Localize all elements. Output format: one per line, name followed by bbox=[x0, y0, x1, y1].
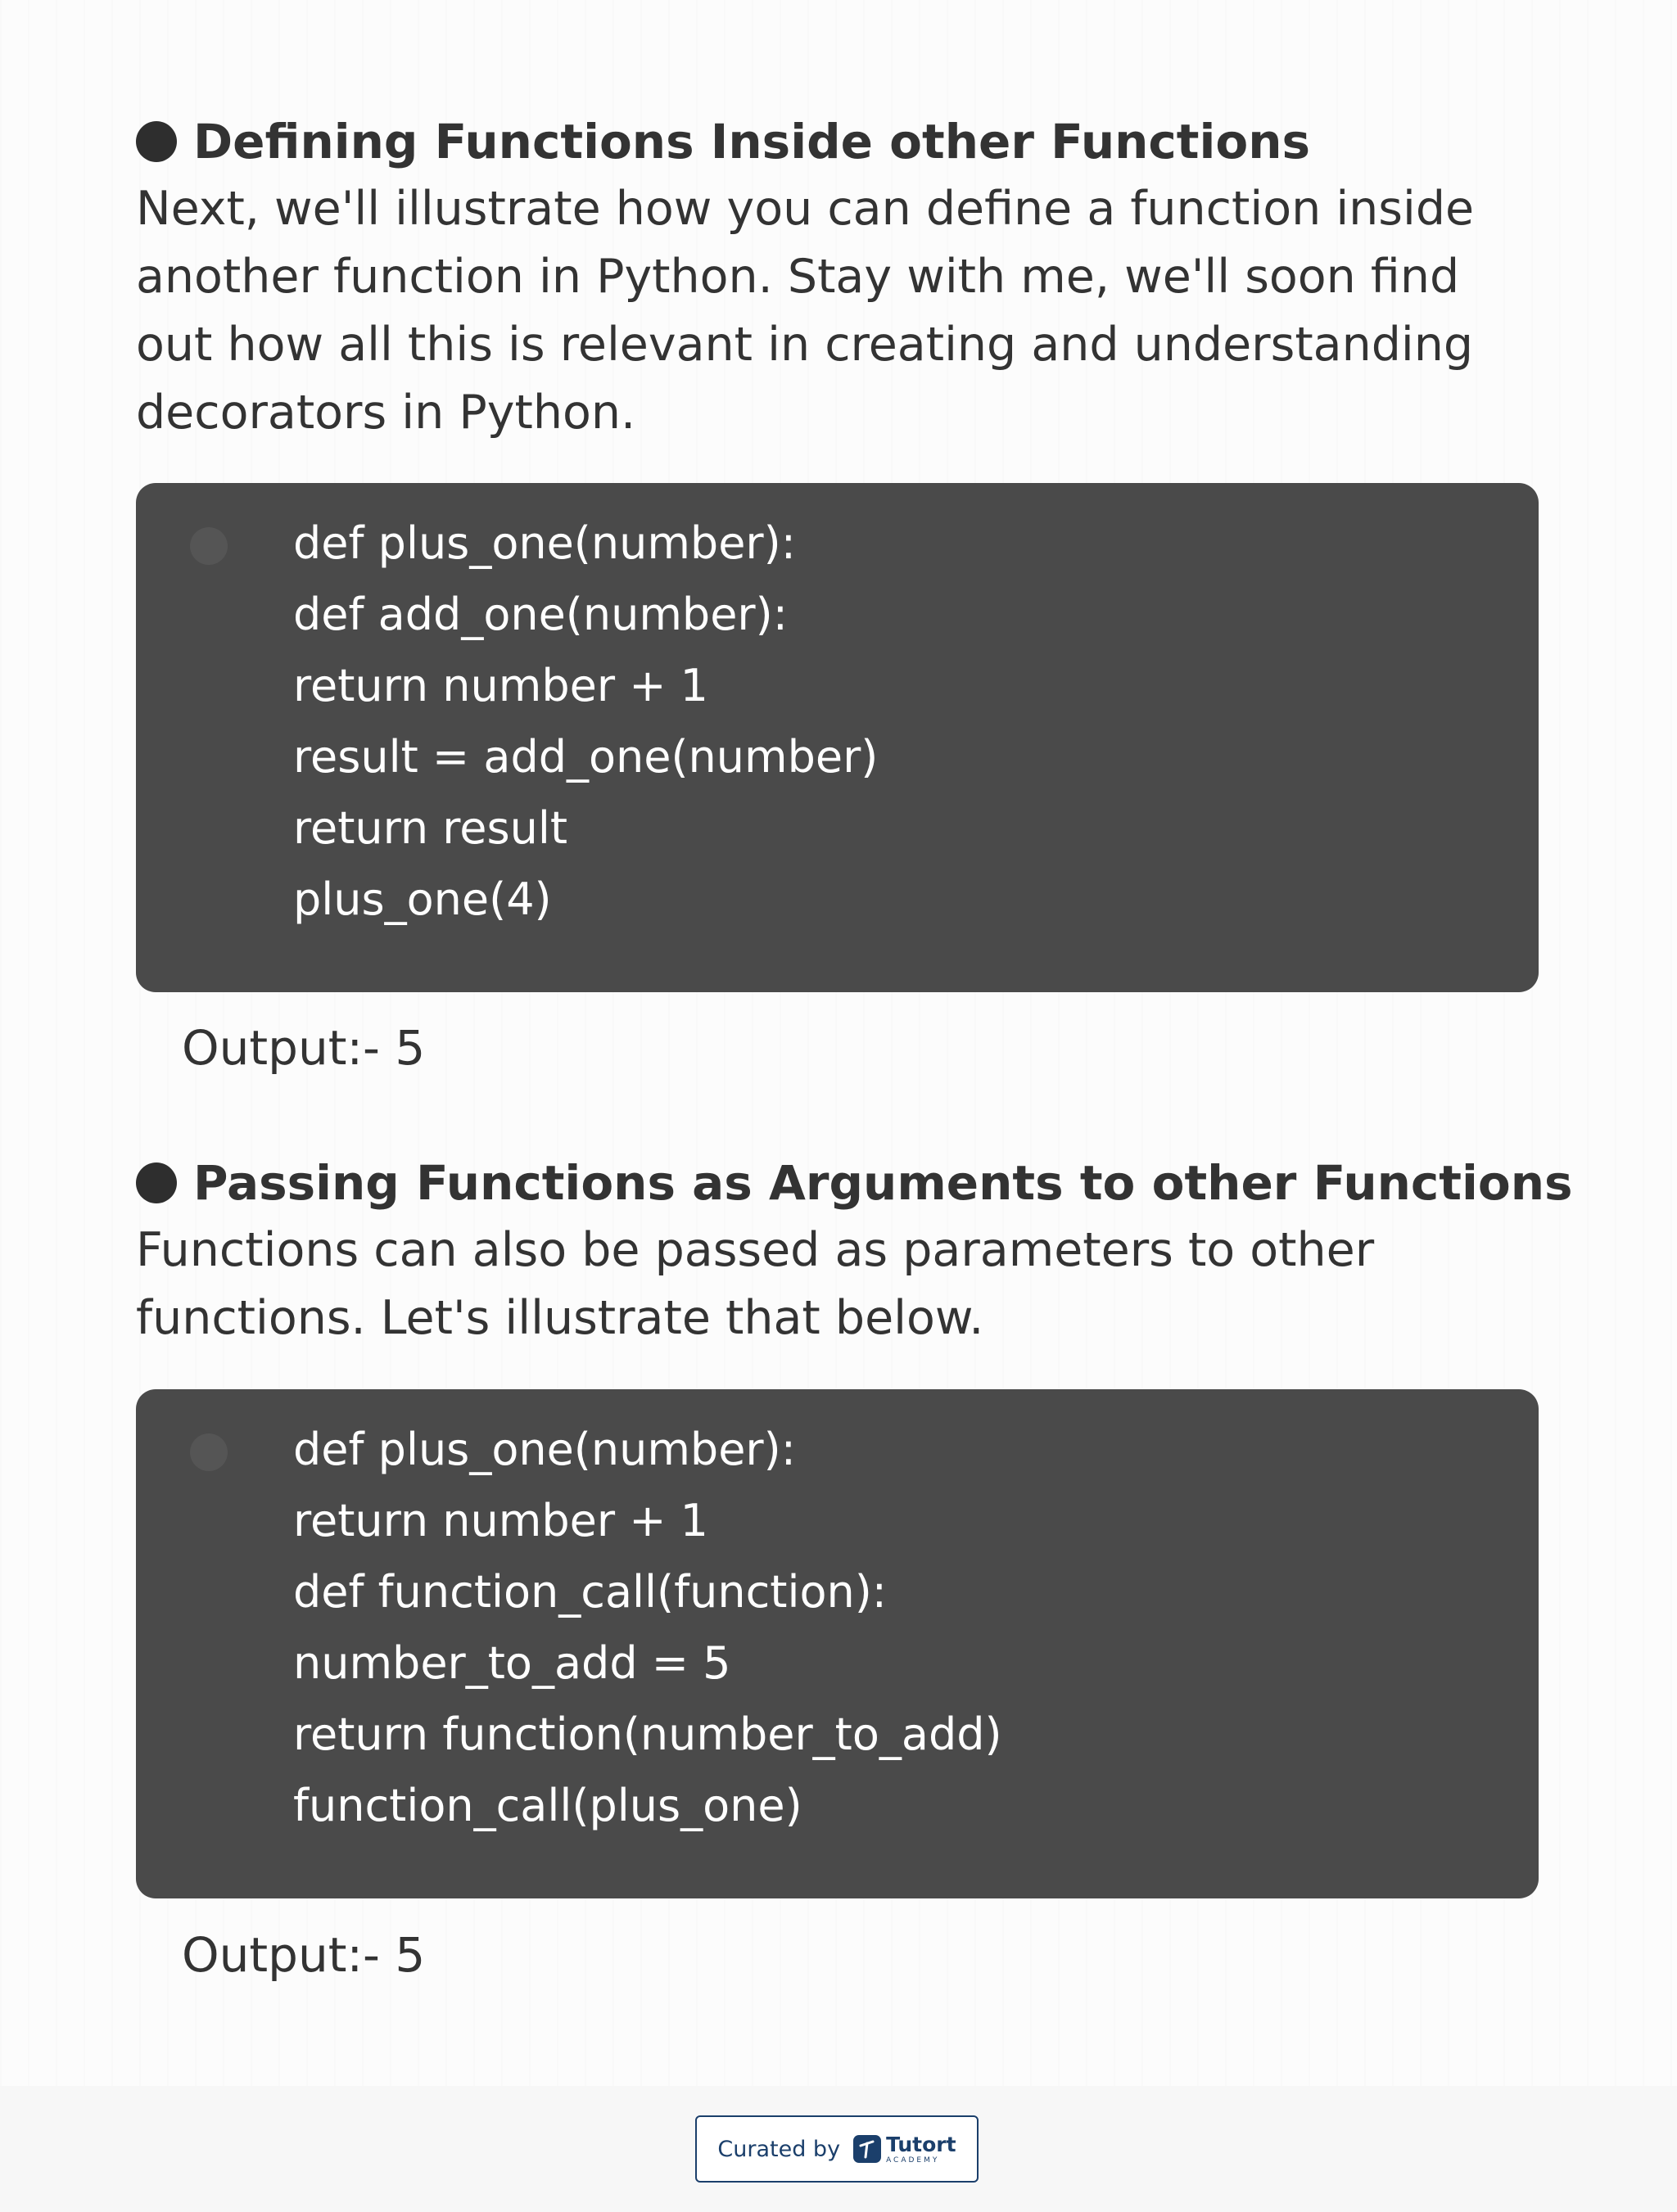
code-dot-icon bbox=[190, 527, 228, 565]
bullet-icon bbox=[136, 1162, 177, 1203]
code-line: return function(number_to_add) bbox=[293, 1709, 1002, 1760]
brand-name: Tutort bbox=[886, 2132, 956, 2156]
section-paragraph: Next, we'll illustrate how you can define a function inside another function in Python. Stay with me, we'll soon find out how all this is relevant in creating and understanding decorators in Python. bbox=[136, 182, 1475, 440]
curated-label: Curated by bbox=[717, 2136, 841, 2162]
brand-sub: ACADEMY bbox=[886, 2156, 940, 2165]
code-line: plus_one(4) bbox=[293, 874, 552, 925]
code-block bbox=[136, 1389, 1539, 1898]
section-passing-functions bbox=[136, 1149, 1573, 1352]
code-line: return result bbox=[293, 802, 568, 854]
code-line: def add_one(number): bbox=[293, 589, 788, 640]
section-heading-text: Passing Functions as Arguments to other Functions bbox=[193, 1155, 1573, 1211]
code-line: number_to_add = 5 bbox=[293, 1637, 731, 1689]
code-block bbox=[136, 483, 1539, 992]
code-line: def plus_one(number): bbox=[293, 1424, 796, 1475]
code-line: def plus_one(number): bbox=[293, 517, 796, 569]
section-paragraph: Functions can also be passed as parameters to other functions. Let's illustrate that below. bbox=[136, 1223, 1375, 1345]
section-heading-text: Defining Functions Inside other Functions bbox=[193, 114, 1311, 169]
tutort-logo-icon bbox=[853, 2135, 881, 2163]
code-line: result = add_one(number) bbox=[293, 731, 879, 783]
curated-by-badge[interactable] bbox=[695, 2115, 979, 2183]
code-lines bbox=[293, 1414, 1002, 1841]
code-line: return number + 1 bbox=[293, 1495, 708, 1546]
section-defining-functions bbox=[136, 108, 1541, 447]
tutort-logo bbox=[853, 2134, 956, 2165]
code-line: return number + 1 bbox=[293, 660, 708, 711]
code-dot-icon bbox=[190, 1433, 228, 1471]
output-text: Output:- 5 bbox=[182, 1927, 426, 1983]
section-heading bbox=[136, 108, 1541, 175]
code-lines bbox=[293, 508, 878, 935]
output-text: Output:- 5 bbox=[182, 1020, 426, 1076]
code-line: function_call(plus_one) bbox=[293, 1780, 802, 1831]
code-line: def function_call(function): bbox=[293, 1566, 887, 1618]
bullet-icon bbox=[136, 121, 177, 162]
section-heading bbox=[136, 1149, 1573, 1217]
